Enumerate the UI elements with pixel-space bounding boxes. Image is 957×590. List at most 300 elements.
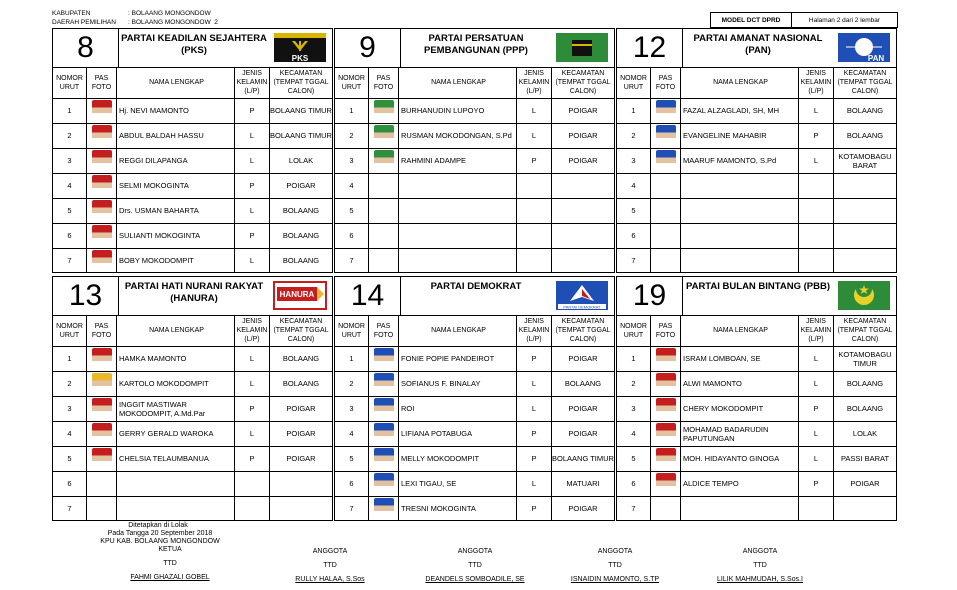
candidate-number: 6: [617, 471, 651, 496]
candidate-name: [399, 198, 517, 223]
candidate-gender: P: [799, 396, 834, 421]
column-header-row: [53, 315, 332, 347]
candidate-number: 7: [53, 496, 87, 521]
candidate-photo: [92, 448, 112, 470]
candidate-name: [117, 471, 235, 496]
candidate-name: RUSMAN MOKODONGAN, S.Pd: [399, 123, 517, 148]
candidate-kecamatan: LOLAK: [852, 429, 878, 438]
column-header-nomor: NOMOR URUT: [53, 315, 87, 346]
candidate-gender: [235, 471, 270, 496]
candidate-name: GERRY GERALD WAROKA: [117, 421, 235, 446]
signatory-ttd: TTD: [163, 560, 177, 567]
candidate-photo-cell: [651, 421, 681, 446]
party-number: 14: [335, 277, 401, 315]
column-header-foto: PAS FOTO: [369, 67, 399, 98]
pks-logo: [272, 31, 328, 64]
candidate-gender: P: [235, 98, 270, 123]
column-header-nama: NAMA LENGKAP: [681, 67, 799, 98]
table-row: [53, 98, 332, 124]
candidate-name: FAZAL ALZAGLADI, SH, MH: [681, 98, 799, 123]
table-row: [617, 421, 896, 447]
candidate-gender: [517, 223, 552, 248]
column-header-nama: NAMA LENGKAP: [681, 315, 799, 346]
signatory-role: ANGGOTA: [457, 548, 493, 555]
candidate-gender: [517, 248, 552, 273]
candidate-photo: [92, 373, 112, 395]
candidate-photo-cell: [651, 198, 681, 223]
party-table: [334, 28, 615, 273]
candidate-number: 2: [53, 123, 87, 148]
candidate-gender: L: [799, 98, 834, 123]
candidate-kecamatan: [834, 496, 896, 521]
party-header: [335, 29, 614, 68]
candidate-number: 7: [335, 496, 369, 521]
signatory-block: [100, 545, 240, 583]
candidate-gender: [799, 198, 834, 223]
column-header-nomor: NOMOR URUT: [53, 67, 87, 98]
table-row: [335, 471, 614, 497]
candidate-photo-cell: [369, 223, 399, 248]
candidate-gender: [799, 496, 834, 521]
candidate-photo-cell: [651, 173, 681, 198]
candidate-gender: P: [799, 123, 834, 148]
candidate-number: 2: [335, 123, 369, 148]
candidate-kecamatan: BOLAANG: [282, 379, 320, 388]
candidate-kecamatan: BOLAANG TIMUR: [270, 131, 332, 140]
candidate-number: 7: [617, 496, 651, 521]
daerah-label: DAERAH PEMILIHAN: [52, 19, 116, 26]
table-row: [53, 123, 332, 149]
candidate-photo-cell: [369, 346, 399, 371]
table-row: [617, 396, 896, 422]
candidate-photo-cell: [369, 421, 399, 446]
candidate-name: MELLY MOKODOMPIT: [399, 446, 517, 471]
column-header-kecamatan: KECAMATAN (TEMPAT TGGAL CALON): [555, 70, 611, 95]
signatory-role: ANGGOTA: [597, 548, 633, 555]
candidate-gender: L: [235, 248, 270, 273]
candidate-gender: [235, 496, 270, 521]
candidate-photo: [92, 250, 112, 272]
signatory-ttd: TTD: [468, 562, 482, 569]
candidate-gender: L: [517, 123, 552, 148]
candidate-gender: L: [235, 371, 270, 396]
candidate-name: ABDUL BALDAH HASSU: [117, 123, 235, 148]
candidate-name: ISRAM LOMBOAN, SE: [681, 346, 799, 371]
candidate-kecamatan: KOTAMOBAGU TIMUR: [838, 349, 892, 368]
candidate-gender: L: [235, 123, 270, 148]
candidate-name: [681, 198, 799, 223]
column-header-nama: NAMA LENGKAP: [117, 67, 235, 98]
table-row: [617, 496, 896, 521]
party-name: PARTAI BULAN BINTANG (PBB): [685, 281, 831, 292]
party-number: 9: [335, 29, 401, 67]
table-row: [617, 123, 896, 149]
table-row: [335, 173, 614, 199]
table-row: [335, 396, 614, 422]
candidate-photo: [656, 473, 676, 495]
candidate-gender: [799, 223, 834, 248]
candidate-name: [117, 496, 235, 521]
candidate-kecamatan: POIGAR: [568, 429, 598, 438]
candidate-gender: L: [235, 346, 270, 371]
signatory-name: DEANDELS SOMBOADILE, SE: [425, 576, 525, 583]
candidate-photo-cell: [651, 446, 681, 471]
candidate-kecamatan: LOLAK: [288, 156, 314, 165]
candidate-number: 3: [617, 148, 651, 173]
candidate-photo: [92, 125, 112, 147]
table-row: [53, 471, 332, 497]
candidate-kecamatan: POIGAR: [286, 404, 316, 413]
table-row: [53, 223, 332, 249]
candidate-photo: [92, 200, 112, 222]
candidate-number: 7: [335, 248, 369, 273]
candidate-gender: [799, 248, 834, 273]
candidate-number: 2: [53, 371, 87, 396]
signatory-name: LILIK MAHMUDAH, S.Sos.I: [717, 576, 803, 583]
candidate-name: INGGIT MASTIWAR MOKODOMPIT, A.Md.Par: [117, 396, 235, 421]
table-row: [617, 98, 896, 124]
candidate-kecamatan: BOLAANG: [846, 404, 884, 413]
candidate-photo-cell: [87, 421, 117, 446]
candidate-photo: [374, 473, 394, 495]
candidate-photo: [374, 498, 394, 520]
table-row: [617, 446, 896, 472]
candidate-photo-cell: [87, 123, 117, 148]
party-table: [52, 276, 333, 521]
column-header-row: [335, 315, 614, 347]
column-header-row: [617, 67, 896, 99]
column-header-kecamatan: KECAMATAN (TEMPAT TGGAL CALON): [273, 318, 329, 343]
candidate-photo-cell: [369, 371, 399, 396]
candidate-number: 4: [617, 421, 651, 446]
candidate-name: SULIANTI MOKOGINTA: [117, 223, 235, 248]
party-name: PARTAI KEADILAN SEJAHTERA (PKS): [121, 33, 267, 56]
candidate-gender: L: [517, 396, 552, 421]
candidate-number: 2: [335, 371, 369, 396]
model-box: [710, 12, 898, 28]
candidate-number: 6: [53, 223, 87, 248]
candidate-gender: [517, 198, 552, 223]
table-row: [335, 421, 614, 447]
signatory-name: ISNAIDIN MAMONTO, S.TP: [570, 576, 660, 583]
candidate-photo: [92, 423, 112, 445]
svg-text:HANURA: HANURA: [279, 290, 315, 299]
candidate-gender: P: [517, 148, 552, 173]
candidate-number: 3: [617, 396, 651, 421]
candidate-number: 6: [335, 471, 369, 496]
table-row: [617, 346, 896, 372]
signatory-role: ANGGOTA: [312, 548, 348, 555]
candidate-kecamatan: KOTAMOBAGU BARAT: [838, 151, 892, 170]
column-header-kecamatan: KECAMATAN (TEMPAT TGGAL CALON): [273, 70, 329, 95]
kabupaten-label: KABUPATEN: [52, 10, 91, 17]
candidate-kecamatan: [270, 496, 332, 521]
table-row: [335, 123, 614, 149]
candidate-number: 5: [53, 198, 87, 223]
kabupaten-value: : BOLAANG MONGONDOW: [128, 10, 211, 17]
candidate-number: 1: [617, 346, 651, 371]
column-header-jenis-kelamin: JENIS KELAMIN (L/P): [799, 67, 834, 98]
candidate-photo: [656, 125, 676, 147]
candidate-photo-cell: [87, 396, 117, 421]
candidate-photo-cell: [87, 98, 117, 123]
column-header-foto: PAS FOTO: [651, 67, 681, 98]
party-name: PARTAI PERSATUAN PEMBANGUNAN (PPP): [424, 33, 528, 56]
candidate-number: 4: [335, 173, 369, 198]
candidate-number: 6: [335, 223, 369, 248]
candidate-photo-cell: [87, 446, 117, 471]
candidate-gender: P: [517, 421, 552, 446]
candidate-photo-cell: [87, 148, 117, 173]
column-header-jenis-kelamin: JENIS KELAMIN (L/P): [517, 67, 552, 98]
candidate-photo-cell: [651, 123, 681, 148]
candidate-photo: [92, 175, 112, 197]
candidate-number: 1: [617, 98, 651, 123]
candidate-photo-cell: [369, 173, 399, 198]
candidate-name: FONIE POPIE PANDEIROT: [399, 346, 517, 371]
candidate-name: MAARUF MAMONTO, S.Pd: [681, 148, 799, 173]
candidate-kecamatan: BOLAANG: [564, 379, 602, 388]
table-row: [53, 371, 332, 397]
column-header-jenis-kelamin: JENIS KELAMIN (L/P): [799, 315, 834, 346]
candidate-photo-cell: [651, 98, 681, 123]
candidate-kecamatan: BOLAANG: [846, 379, 884, 388]
table-row: [53, 148, 332, 174]
candidate-kecamatan: BOLAANG: [846, 106, 884, 115]
candidate-kecamatan: BOLAANG: [282, 256, 320, 265]
candidate-photo: [374, 373, 394, 395]
candidate-gender: L: [517, 471, 552, 496]
candidate-number: 4: [53, 421, 87, 446]
candidate-number: 3: [335, 396, 369, 421]
party-name: PARTAI AMANAT NASIONAL (PAN): [693, 33, 823, 56]
svg-text:PARTAI DEMOKRAT: PARTAI DEMOKRAT: [563, 304, 601, 310]
candidate-gender: P: [517, 446, 552, 471]
candidate-kecamatan: POIGAR: [568, 106, 598, 115]
party-table: [616, 276, 897, 521]
candidate-kecamatan: BOLAANG: [282, 354, 320, 363]
table-row: [335, 248, 614, 273]
candidate-kecamatan: POIGAR: [568, 156, 598, 165]
candidate-name: KARTOLO MOKODOMPIT: [117, 371, 235, 396]
candidate-gender: [799, 173, 834, 198]
candidate-name: [399, 223, 517, 248]
candidate-number: 3: [53, 148, 87, 173]
kpu-text: KPU KAB. BOLAANG MONGONDOW: [100, 538, 220, 545]
candidate-photo-cell: [369, 198, 399, 223]
candidate-number: 6: [53, 471, 87, 496]
ditetapkan-text: Ditetapkan di Lolak: [128, 522, 188, 529]
column-header-row: [335, 67, 614, 99]
column-header-foto: PAS FOTO: [369, 315, 399, 346]
party-header: [53, 29, 332, 68]
table-row: [335, 148, 614, 174]
column-header-kecamatan: KECAMATAN (TEMPAT TGGAL CALON): [555, 318, 611, 343]
candidate-photo-cell: [369, 148, 399, 173]
candidate-name: [681, 248, 799, 273]
candidate-number: 5: [617, 446, 651, 471]
candidate-photo-cell: [87, 471, 117, 496]
candidate-kecamatan: [834, 173, 896, 198]
table-row: [53, 173, 332, 199]
candidate-photo-cell: [651, 371, 681, 396]
party-header: [617, 277, 896, 316]
candidate-photo: [374, 150, 394, 172]
candidate-number: 5: [335, 198, 369, 223]
candidate-number: 2: [617, 371, 651, 396]
signatory-name: RULLY HALAA, S.Sos: [295, 576, 365, 583]
candidate-kecamatan: POIGAR: [286, 454, 316, 463]
party-name: PARTAI DEMOKRAT: [430, 281, 522, 292]
candidate-photo-cell: [87, 346, 117, 371]
candidate-kecamatan: BOLAANG TIMUR: [552, 454, 614, 463]
page-indicator: Halaman 2 dari 2 lembar: [808, 16, 881, 24]
candidate-photo: [374, 423, 394, 445]
candidate-photo-cell: [651, 346, 681, 371]
column-header-row: [617, 315, 896, 347]
column-header-kecamatan: KECAMATAN (TEMPAT TGGAL CALON): [837, 318, 893, 343]
candidate-gender: L: [235, 421, 270, 446]
daerah-value: : BOLAANG MONGONDOW 2: [128, 19, 218, 26]
candidate-number: 2: [617, 123, 651, 148]
candidate-number: 5: [617, 198, 651, 223]
table-row: [53, 248, 332, 273]
candidate-gender: L: [799, 446, 834, 471]
column-header-nama: NAMA LENGKAP: [399, 67, 517, 98]
tanggal-text: Pada Tangga 20 September 2018: [107, 530, 213, 537]
candidate-photo-cell: [87, 173, 117, 198]
candidate-number: 5: [335, 446, 369, 471]
candidate-photo: [374, 348, 394, 370]
column-header-foto: PAS FOTO: [651, 315, 681, 346]
signatory-ttd: TTD: [608, 562, 622, 569]
candidate-photo: [656, 348, 676, 370]
candidate-name: SELMI MOKOGINTA: [117, 173, 235, 198]
candidate-gender: P: [235, 446, 270, 471]
candidate-kecamatan: BOLAANG: [282, 231, 320, 240]
candidate-kecamatan: BOLAANG TIMUR: [270, 106, 332, 115]
table-row: [617, 148, 896, 174]
candidate-name: [681, 496, 799, 521]
candidate-kecamatan: POIGAR: [850, 479, 880, 488]
hanura-logo: [272, 279, 328, 312]
table-row: [53, 446, 332, 472]
candidate-gender: L: [235, 148, 270, 173]
candidate-gender: P: [235, 396, 270, 421]
candidate-kecamatan: BOLAANG: [846, 131, 884, 140]
candidate-photo-cell: [369, 248, 399, 273]
svg-text:PKS: PKS: [291, 54, 309, 63]
party-number: 19: [617, 277, 683, 315]
candidate-number: 7: [53, 248, 87, 273]
candidate-photo: [656, 423, 676, 445]
candidate-photo-cell: [651, 223, 681, 248]
candidate-photo-cell: [651, 148, 681, 173]
column-header-jenis-kelamin: JENIS KELAMIN (L/P): [235, 315, 270, 346]
candidate-kecamatan: POIGAR: [568, 404, 598, 413]
pbb-logo: [836, 279, 892, 312]
candidate-number: 1: [335, 98, 369, 123]
column-header-nomor: NOMOR URUT: [335, 315, 369, 346]
candidate-name: ALDICE TEMPO: [681, 471, 799, 496]
candidate-photo: [374, 398, 394, 420]
signatory-ttd: TTD: [323, 562, 337, 569]
candidate-name: Drs. USMAN BAHARTA: [117, 198, 235, 223]
candidate-gender: P: [235, 223, 270, 248]
candidate-photo: [92, 225, 112, 247]
candidate-kecamatan: [552, 223, 614, 248]
candidate-name: BOBY MOKODOMPIT: [117, 248, 235, 273]
candidate-photo-cell: [651, 248, 681, 273]
ppp-logo: [554, 31, 610, 64]
candidate-kecamatan: POIGAR: [286, 429, 316, 438]
candidate-number: 1: [53, 346, 87, 371]
candidate-name: REGGI DILAPANGA: [117, 148, 235, 173]
signatory-block: [690, 547, 830, 585]
candidate-name: SOFIANUS F. BINALAY: [399, 371, 517, 396]
candidate-photo-cell: [369, 98, 399, 123]
candidate-photo: [92, 150, 112, 172]
candidate-gender: L: [517, 371, 552, 396]
column-header-foto: PAS FOTO: [87, 67, 117, 98]
signatory-ttd: TTD: [753, 562, 767, 569]
candidate-name: TRESNI MOKOGINTA: [399, 496, 517, 521]
candidate-kecamatan: PASSI BARAT: [840, 454, 890, 463]
candidate-number: 1: [53, 98, 87, 123]
candidate-gender: L: [517, 98, 552, 123]
table-row: [617, 223, 896, 249]
column-header-foto: PAS FOTO: [87, 315, 117, 346]
table-row: [335, 446, 614, 472]
table-row: [617, 198, 896, 224]
candidate-photo-cell: [369, 123, 399, 148]
table-row: [335, 198, 614, 224]
demokrat-logo: [554, 279, 610, 312]
signatory-block: [405, 547, 545, 585]
candidate-number: 3: [53, 396, 87, 421]
candidate-kecamatan: POIGAR: [568, 354, 598, 363]
candidate-name: CHERY MOKODOMPIT: [681, 396, 799, 421]
column-header-kecamatan: KECAMATAN (TEMPAT TGGAL CALON): [837, 70, 893, 95]
table-row: [617, 173, 896, 199]
candidate-name: ALWI MAMONTO: [681, 371, 799, 396]
candidate-photo: [92, 398, 112, 420]
table-row: [335, 371, 614, 397]
candidate-number: 3: [335, 148, 369, 173]
column-header-row: [53, 67, 332, 99]
candidate-photo: [374, 125, 394, 147]
party-header: [617, 29, 896, 68]
candidate-name: HAMKA MAMONTO: [117, 346, 235, 371]
party-table: [334, 276, 615, 521]
candidate-number: 4: [617, 173, 651, 198]
table-row: [335, 346, 614, 372]
column-header-nama: NAMA LENGKAP: [117, 315, 235, 346]
candidate-photo: [656, 373, 676, 395]
candidate-photo-cell: [651, 396, 681, 421]
party-table: [616, 28, 897, 273]
candidate-kecamatan: POIGAR: [568, 504, 598, 513]
candidate-name: MOHAMAD BADARUDIN PAPUTUNGAN: [681, 421, 799, 446]
table-row: [53, 346, 332, 372]
candidate-gender: [517, 173, 552, 198]
candidate-photo-cell: [369, 496, 399, 521]
table-row: [53, 421, 332, 447]
column-header-nama: NAMA LENGKAP: [399, 315, 517, 346]
candidate-photo-cell: [87, 371, 117, 396]
candidate-name: Hj. NEVI MAMONTO: [117, 98, 235, 123]
candidate-gender: L: [799, 421, 834, 446]
